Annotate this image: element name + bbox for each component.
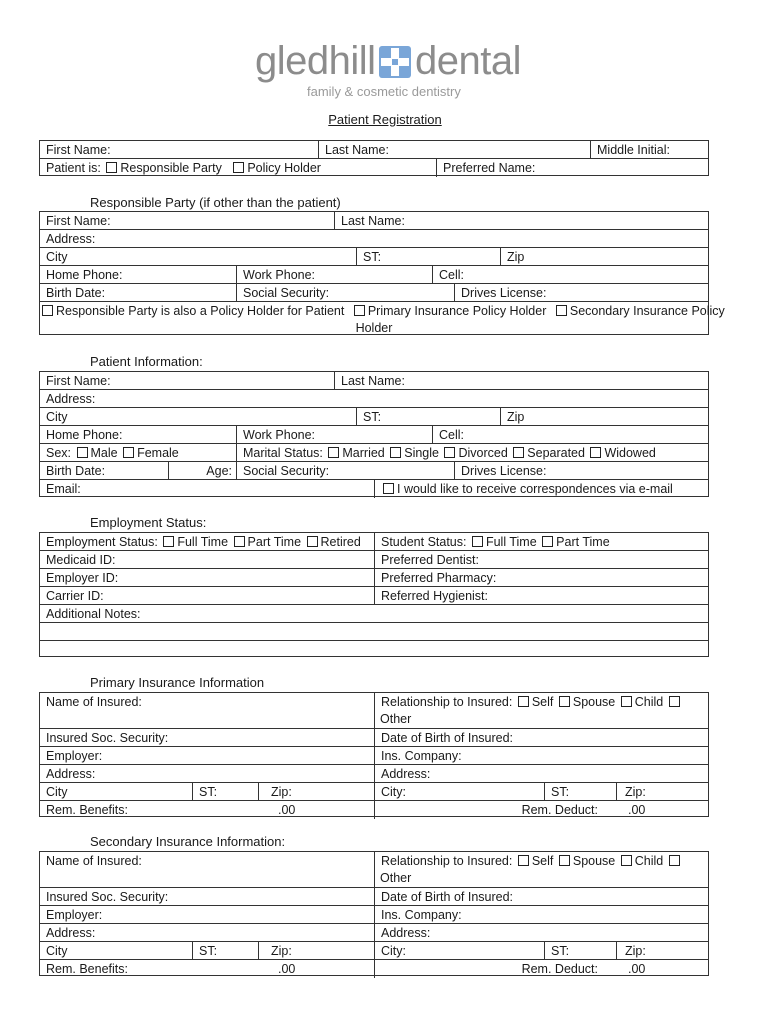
resp-birth-date-field[interactable]: Birth Date: (46, 286, 106, 300)
pat-first-name-field[interactable]: First Name: (46, 374, 111, 388)
first-name-field[interactable]: First Name: (46, 143, 111, 157)
responsible-party-heading: Responsible Party (if other than the patient) (90, 195, 341, 210)
sec-self-label: Self (531, 854, 554, 868)
employer-id-field[interactable]: Employer ID: (46, 571, 119, 585)
pat-state-field[interactable]: ST: (356, 408, 500, 426)
prim-spouse-label: Spouse (572, 695, 616, 709)
student-part-time-label: Part Time (556, 535, 610, 549)
sec-city-field[interactable]: City (46, 944, 68, 958)
marital-status-label: Marital Status: (243, 446, 323, 460)
married-checkbox[interactable] (328, 447, 339, 458)
prim-self-checkbox[interactable] (518, 696, 529, 707)
divorced-label: Divorced (458, 446, 508, 460)
prim-ins-company-field[interactable]: Ins. Company: (374, 747, 708, 765)
resp-state-field[interactable]: ST: (356, 248, 500, 266)
patient-info-heading: Patient Information: (90, 354, 203, 369)
prim-relationship-label: Relationship to Insured: (381, 695, 513, 709)
primary-insurance-heading: Primary Insurance Information (90, 675, 265, 690)
policy-holder-label: Policy Holder (247, 161, 321, 175)
secondary-policy-holder-label-cont: Holder (355, 321, 393, 335)
page-title: Patient Registration (328, 112, 442, 127)
preferred-name-field[interactable]: Preferred Name: (436, 159, 708, 177)
resp-zip-field[interactable]: Zip (500, 248, 708, 266)
pat-last-name-field[interactable]: Last Name: (334, 372, 708, 390)
pat-drivers-license-field[interactable]: Drives License: (454, 462, 708, 480)
divorced-checkbox[interactable] (444, 447, 455, 458)
prim-rem-deduct-value[interactable]: .00 (628, 803, 646, 817)
sec-insured-ssn-field[interactable]: Insured Soc. Security: (46, 890, 169, 904)
middle-initial-field[interactable]: Middle Initial: (590, 141, 708, 159)
pat-cell-field[interactable]: Cell: (432, 426, 708, 444)
separated-checkbox[interactable] (513, 447, 524, 458)
preferred-dentist-field[interactable]: Preferred Dentist: (374, 551, 708, 569)
employment-box (39, 532, 709, 657)
pat-ssn-field[interactable]: Social Security: (236, 462, 454, 480)
prim-city-field[interactable]: City (46, 785, 68, 799)
sex-label: Sex: (46, 446, 72, 460)
carrier-id-field[interactable]: Carrier ID: (46, 589, 104, 603)
married-label: Married (342, 446, 385, 460)
single-checkbox[interactable] (390, 447, 401, 458)
prim-child-checkbox[interactable] (621, 696, 632, 707)
resp-city-field[interactable]: City (46, 250, 68, 264)
primary-insurance-box (39, 692, 709, 817)
prim-ins-zip-field[interactable]: Zip: (616, 783, 708, 801)
prim-address-field[interactable]: Address: (46, 767, 96, 781)
sec-child-label: Child (634, 854, 664, 868)
separated-label: Separated (527, 446, 585, 460)
additional-notes-field[interactable]: Additional Notes: (46, 607, 141, 621)
sec-spouse-label: Spouse (572, 854, 616, 868)
female-label: Female (137, 446, 179, 460)
female-checkbox[interactable] (123, 447, 134, 458)
sec-ins-zip-field[interactable]: Zip: (616, 942, 708, 960)
male-label: Male (90, 446, 118, 460)
additional-notes-line[interactable] (40, 623, 708, 641)
sec-rem-deduct-label: Rem. Deduct: (374, 960, 616, 978)
email-correspondence-checkbox[interactable] (383, 483, 394, 494)
secondary-policy-holder-checkbox[interactable] (556, 305, 567, 316)
prim-ins-state-field[interactable]: ST: (544, 783, 616, 801)
sec-child-checkbox[interactable] (621, 855, 632, 866)
responsible-party-label: Responsible Party (120, 161, 222, 175)
responsible-party-checkbox[interactable] (106, 162, 117, 173)
student-status-label: Student Status: (381, 535, 467, 549)
secondary-policy-holder-label: Secondary Insurance Policy (569, 304, 725, 318)
prim-ins-address-field[interactable]: Address: (374, 765, 708, 783)
logo-word-gledhill: gledhill (255, 39, 376, 83)
medicaid-id-field[interactable]: Medicaid ID: (46, 553, 116, 567)
pat-address-field[interactable]: Address: (46, 392, 96, 406)
sec-ins-city-field[interactable]: City: (374, 942, 544, 960)
primary-policy-holder-checkbox[interactable] (354, 305, 365, 316)
logo-tagline: family & cosmetic dentistry (307, 84, 461, 99)
secondary-insurance-heading: Secondary Insurance Information: (90, 834, 286, 849)
resp-home-phone-field[interactable]: Home Phone: (46, 268, 123, 282)
policy-holder-checkbox[interactable] (233, 162, 244, 173)
prim-name-of-insured-field[interactable]: Name of Insured: (46, 695, 142, 709)
sec-employer-field[interactable]: Employer: (46, 908, 103, 922)
sec-address-field[interactable]: Address: (46, 926, 96, 940)
widowed-label: Widowed (604, 446, 656, 460)
patient-info-box (39, 371, 709, 497)
prim-state-field[interactable]: ST: (192, 783, 258, 801)
sec-ins-company-field[interactable]: Ins. Company: (374, 906, 708, 924)
emp-retired-checkbox[interactable] (307, 536, 318, 547)
logo-word-dental: dental (415, 39, 521, 83)
pat-birth-date-field[interactable]: Birth Date: (46, 464, 106, 478)
sec-relationship-label: Relationship to Insured: (381, 854, 513, 868)
prim-ins-city-field[interactable]: City: (374, 783, 544, 801)
pat-zip-field[interactable]: Zip (500, 408, 708, 426)
emp-full-time-checkbox[interactable] (163, 536, 174, 547)
sec-state-field[interactable]: ST: (192, 942, 258, 960)
gledhill-dental-logo (255, 30, 525, 102)
responsible-party-box (39, 211, 725, 335)
emp-part-time-label: Part Time (247, 535, 302, 549)
logo-cross-icon (379, 46, 411, 78)
resp-last-name-field[interactable]: Last Name: (334, 212, 708, 230)
sec-rem-benefits-label: Rem. Benefits: (46, 962, 128, 976)
student-part-time-checkbox[interactable] (542, 536, 553, 547)
prim-insured-dob-field[interactable]: Date of Birth of Insured: (374, 729, 708, 747)
resp-first-name-field[interactable]: First Name: (46, 214, 111, 228)
resp-ssn-field[interactable]: Social Security: (236, 284, 454, 302)
prim-rem-benefits-value[interactable]: .00 (278, 803, 296, 817)
emp-retired-label: Retired (320, 535, 361, 549)
prim-spouse-checkbox[interactable] (559, 696, 570, 707)
sec-other-checkbox[interactable] (669, 855, 680, 866)
sec-insured-dob-field[interactable]: Date of Birth of Insured: (374, 888, 708, 906)
resp-cell-field[interactable]: Cell: (432, 266, 708, 284)
secondary-insurance-box (39, 851, 709, 976)
employment-heading: Employment Status: (90, 515, 207, 530)
resp-work-phone-field[interactable]: Work Phone: (236, 266, 432, 284)
last-name-field[interactable]: Last Name: (318, 141, 590, 159)
pat-city-field[interactable]: City (46, 410, 68, 424)
sec-other-label: Other (380, 871, 412, 885)
additional-notes-line[interactable] (40, 641, 708, 659)
prim-insured-ssn-field[interactable]: Insured Soc. Security: (46, 731, 169, 745)
pat-age-field[interactable]: Age: (168, 462, 236, 480)
referred-hygienist-field[interactable]: Referred Hygienist: (374, 587, 708, 605)
prim-rem-benefits-label: Rem. Benefits: (46, 803, 128, 817)
pat-email-field[interactable]: Email: (46, 482, 81, 496)
prim-employer-field[interactable]: Employer: (46, 749, 103, 763)
male-checkbox[interactable] (77, 447, 88, 458)
pat-work-phone-field[interactable]: Work Phone: (236, 426, 432, 444)
resp-also-policy-holder-label: Responsible Party is also a Policy Holder for Patient (56, 304, 345, 318)
widowed-checkbox[interactable] (590, 447, 601, 458)
email-correspondence-label: I would like to receive correspondences via e-mail (397, 482, 673, 496)
resp-address-field[interactable]: Address: (46, 232, 96, 246)
prim-other-checkbox[interactable] (669, 696, 680, 707)
patient-is-label: Patient is: (46, 161, 101, 175)
patient-name-box (39, 140, 709, 176)
resp-drivers-license-field[interactable]: Drives License: (454, 284, 708, 302)
single-label: Single (404, 446, 439, 460)
primary-policy-holder-label: Primary Insurance Policy Holder (367, 304, 547, 318)
emp-full-time-label: Full Time (177, 535, 229, 549)
sec-rem-benefits-value[interactable]: .00 (278, 962, 296, 976)
sec-ins-state-field[interactable]: ST: (544, 942, 616, 960)
student-full-time-checkbox[interactable] (472, 536, 483, 547)
employment-status-label: Employment Status: (46, 535, 158, 549)
emp-part-time-checkbox[interactable] (234, 536, 245, 547)
prim-rem-deduct-label: Rem. Deduct: (374, 801, 616, 819)
prim-self-label: Self (531, 695, 554, 709)
sec-zip-field[interactable]: Zip: (258, 942, 374, 960)
prim-other-label: Other (380, 712, 412, 726)
sec-self-checkbox[interactable] (518, 855, 529, 866)
sec-ins-address-field[interactable]: Address: (374, 924, 708, 942)
student-full-time-label: Full Time (485, 535, 537, 549)
pat-home-phone-field[interactable]: Home Phone: (46, 428, 123, 442)
sec-rem-deduct-value[interactable]: .00 (628, 962, 646, 976)
prim-child-label: Child (634, 695, 664, 709)
prim-zip-field[interactable]: Zip: (258, 783, 374, 801)
sec-name-of-insured-field[interactable]: Name of Insured: (46, 854, 142, 868)
preferred-pharmacy-field[interactable]: Preferred Pharmacy: (374, 569, 708, 587)
resp-also-policy-holder-checkbox[interactable] (42, 305, 53, 316)
sec-spouse-checkbox[interactable] (559, 855, 570, 866)
